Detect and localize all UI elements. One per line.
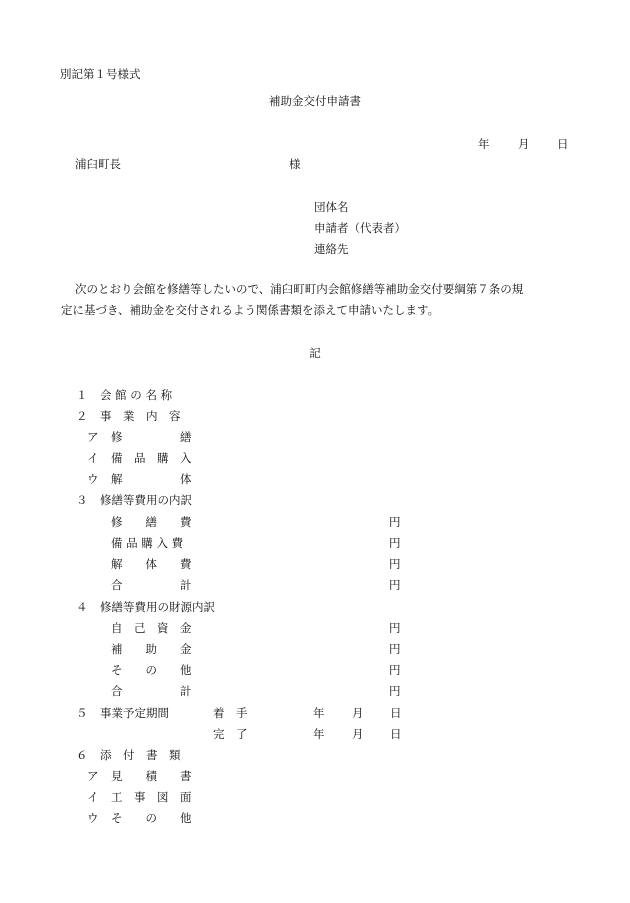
section-4-row-1-label: 自 己 資 金 — [111, 621, 192, 635]
section-6-c-mark: ウ — [87, 811, 99, 825]
applicant-rep: 申請者（代表者） — [314, 221, 406, 235]
form-title: 補助金交付申請書 — [269, 94, 361, 108]
section-6-a-mark: ア — [87, 769, 99, 783]
end-day: 日 — [390, 727, 402, 741]
end-label: 完 了 — [213, 727, 248, 741]
section-3-row-1-label: 修 繕 費 — [111, 515, 192, 529]
date-day: 日 — [557, 137, 569, 151]
section-6-b-label: 工 事 図 面 — [111, 790, 192, 804]
section-6-b-mark: イ — [87, 790, 99, 804]
section-4-label: 修繕等費用の財源内訳 — [100, 600, 215, 614]
section-2-a-mark: ア — [87, 430, 99, 444]
section-6-label: 添 付 書 類 — [100, 748, 181, 762]
section-3-row-1-unit: 円 — [389, 515, 401, 529]
section-2-number: ２ — [76, 409, 88, 423]
section-3-row-3-unit: 円 — [389, 557, 401, 571]
end-year: 年 — [313, 727, 325, 741]
section-4-row-4-label: 合 計 — [111, 684, 192, 698]
section-4-row-1-unit: 円 — [389, 621, 401, 635]
section-4-row-2-label: 補 助 金 — [111, 642, 192, 656]
section-2-c-label: 解 体 — [111, 472, 192, 486]
section-6-number: ６ — [76, 748, 88, 762]
start-year: 年 — [313, 706, 325, 720]
body-text-line-1: 次のとおり会館を修繕等したいので、浦臼町町内会館修繕等補助金交付要綱第７条の規 — [75, 282, 524, 296]
start-label: 着 手 — [213, 706, 248, 720]
section-3-label: 修繕等費用の内訳 — [100, 493, 192, 507]
applicant-contact: 連絡先 — [314, 242, 349, 256]
addressee-name: 浦臼町長 — [75, 157, 121, 171]
section-2-label: 事 業 内 容 — [100, 409, 181, 423]
section-4-row-3-unit: 円 — [389, 663, 401, 677]
section-5-number: ５ — [76, 706, 88, 720]
date-month: 月 — [518, 137, 530, 151]
applicant-org: 団体名 — [314, 200, 349, 214]
section-3-row-4-unit: 円 — [389, 578, 401, 592]
start-day: 日 — [390, 706, 402, 720]
section-6-a-label: 見 積 書 — [111, 769, 192, 783]
date-year: 年 — [478, 137, 490, 151]
section-1-label: 会 館 の 名 称 — [100, 388, 173, 402]
section-3-number: ３ — [76, 493, 88, 507]
addressee-honorific: 様 — [289, 157, 301, 171]
section-3-row-3-label: 解 体 費 — [111, 557, 192, 571]
form-number: 別記第１号様式 — [60, 67, 141, 81]
section-2-b-label: 備 品 購 入 — [111, 451, 192, 465]
section-3-row-4-label: 合 計 — [111, 578, 192, 592]
section-2-b-mark: イ — [87, 451, 99, 465]
ki-heading: 記 — [309, 346, 321, 360]
section-4-row-3-label: そ の 他 — [111, 663, 192, 677]
body-text-line-2: 定に基づき、補助金を交付されるよう関係書類を添えて申請いたします。 — [61, 303, 440, 317]
section-2-a-label: 修 繕 — [111, 430, 192, 444]
section-5-label: 事業予定期間 — [100, 706, 169, 720]
section-2-c-mark: ウ — [87, 472, 99, 486]
section-1-number: １ — [76, 388, 88, 402]
end-month: 月 — [352, 727, 364, 741]
section-4-row-2-unit: 円 — [389, 642, 401, 656]
start-month: 月 — [352, 706, 364, 720]
section-6-c-label: そ の 他 — [111, 811, 192, 825]
section-3-row-2-label: 備 品 購 入 費 — [111, 536, 184, 550]
section-4-row-4-unit: 円 — [389, 684, 401, 698]
section-4-number: ４ — [76, 600, 88, 614]
section-3-row-2-unit: 円 — [389, 536, 401, 550]
